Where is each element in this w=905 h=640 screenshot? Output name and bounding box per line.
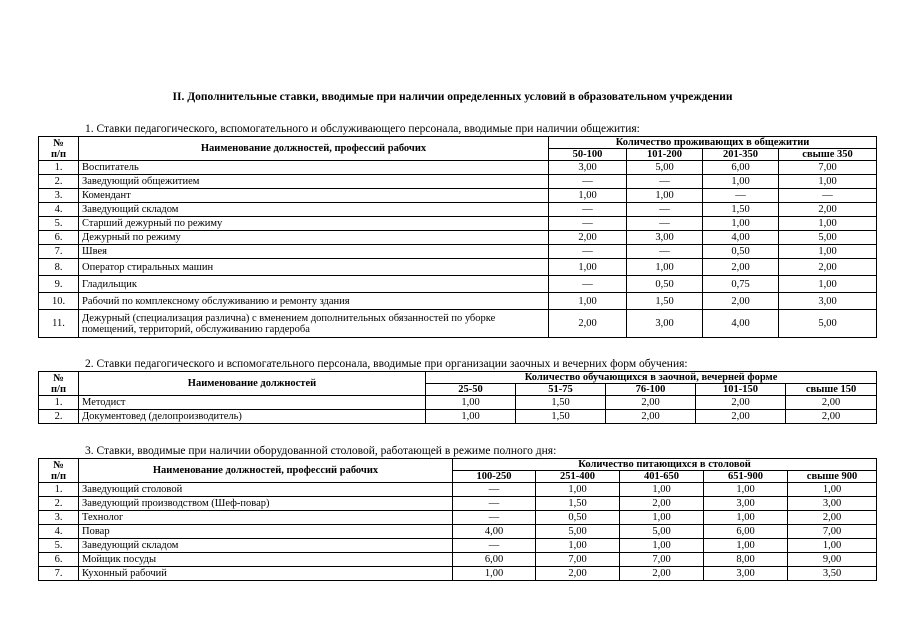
row-value-cell: — [453, 511, 536, 525]
header-range-cell: свыше 900 [788, 471, 877, 483]
header-range-cell: свыше 350 [779, 149, 877, 161]
header-group-cell: Количество питающихся в столовой [453, 459, 877, 471]
table-row [39, 231, 877, 245]
header-range-cell: 651-900 [704, 471, 788, 483]
row-name-cell: Технолог [79, 511, 453, 525]
row-value-cell: 5,00 [779, 310, 877, 338]
table-row [39, 567, 877, 581]
row-value-cell: 0,75 [703, 276, 779, 293]
row-name-cell: Повар [79, 525, 453, 539]
row-value-cell: 1,00 [549, 293, 627, 310]
header-range-cell: 401-650 [620, 471, 704, 483]
row-number-cell: 2. [39, 497, 79, 511]
row-number-cell: 6. [39, 553, 79, 567]
section1-table [38, 136, 877, 338]
header-row [39, 372, 877, 384]
row-value-cell: 1,00 [779, 175, 877, 189]
row-value-cell: — [779, 189, 877, 203]
header-group-cell: Количество обучающихся в заочной, вечерней форме [426, 372, 877, 384]
header-range-cell: 76-100 [606, 384, 696, 396]
row-value-cell: 1,00 [536, 483, 620, 497]
row-value-cell: — [703, 189, 779, 203]
row-value-cell: 2,00 [779, 203, 877, 217]
row-value-cell: 6,00 [453, 553, 536, 567]
header-group-cell: Количество проживающих в общежитии [549, 137, 877, 149]
row-value-cell: 1,00 [703, 217, 779, 231]
row-value-cell: 4,00 [703, 310, 779, 338]
row-value-cell: 2,00 [703, 259, 779, 276]
row-value-cell: — [453, 497, 536, 511]
row-name-cell: Методист [79, 396, 426, 410]
row-value-cell: 1,00 [788, 539, 877, 553]
row-value-cell: 3,00 [779, 293, 877, 310]
row-value-cell: 7,00 [620, 553, 704, 567]
table-row [39, 161, 877, 175]
row-name-cell: Заведующий складом [79, 203, 549, 217]
row-value-cell: 1,00 [549, 259, 627, 276]
row-value-cell: — [549, 245, 627, 259]
header-range-cell: 101-200 [627, 149, 703, 161]
row-value-cell: 0,50 [703, 245, 779, 259]
header-range-cell: 100-250 [453, 471, 536, 483]
header-range-cell: 51-75 [516, 384, 606, 396]
row-number-cell: 8. [39, 259, 79, 276]
table-row [39, 217, 877, 231]
row-name-cell: Заведующий складом [79, 539, 453, 553]
row-name-cell: Оператор стиральных машин [79, 259, 549, 276]
row-value-cell: 1,00 [620, 483, 704, 497]
row-value-cell: 2,00 [779, 259, 877, 276]
row-value-cell: 1,00 [627, 259, 703, 276]
row-value-cell: 1,00 [779, 217, 877, 231]
row-number-cell: 1. [39, 161, 79, 175]
section2-table [38, 371, 877, 424]
row-name-cell: Старший дежурный по режиму [79, 217, 549, 231]
row-value-cell: 0,50 [627, 276, 703, 293]
header-number-cell: № п/п [39, 137, 79, 161]
section3-heading: 3. Ставки, вводимые при наличии оборудованной столовой, работающей в режиме полного дня: [85, 445, 557, 457]
row-name-cell: Заведующий производством (Шеф-повар) [79, 497, 453, 511]
row-value-cell: 4,00 [703, 231, 779, 245]
row-value-cell: 2,00 [549, 231, 627, 245]
row-value-cell: 1,00 [779, 276, 877, 293]
row-value-cell: 3,00 [704, 497, 788, 511]
row-value-cell: 3,00 [627, 231, 703, 245]
row-value-cell: 6,00 [704, 525, 788, 539]
row-value-cell: 1,00 [426, 410, 516, 424]
table-row [39, 259, 877, 276]
row-value-cell: 3,00 [627, 310, 703, 338]
row-number-cell: 11. [39, 310, 79, 338]
row-name-cell: Мойщик посуды [79, 553, 453, 567]
table-row [39, 525, 877, 539]
row-value-cell: 0,50 [536, 511, 620, 525]
row-value-cell: 3,00 [704, 567, 788, 581]
row-value-cell: 1,50 [703, 203, 779, 217]
row-value-cell: 7,00 [788, 525, 877, 539]
row-value-cell: — [549, 203, 627, 217]
table-row [39, 245, 877, 259]
row-value-cell: 4,00 [453, 525, 536, 539]
row-value-cell: 1,00 [426, 396, 516, 410]
row-number-cell: 5. [39, 539, 79, 553]
row-number-cell: 6. [39, 231, 79, 245]
row-value-cell: 5,00 [627, 161, 703, 175]
header-name-cell: Наименование должностей, профессий рабочих [79, 459, 453, 483]
row-name-cell: Заведующий общежитием [79, 175, 549, 189]
row-value-cell: — [453, 483, 536, 497]
row-value-cell: — [627, 217, 703, 231]
row-number-cell: 4. [39, 203, 79, 217]
row-number-cell: 3. [39, 511, 79, 525]
row-number-cell: 2. [39, 410, 79, 424]
row-value-cell: 2,00 [606, 396, 696, 410]
row-number-cell: 9. [39, 276, 79, 293]
row-value-cell: 1,00 [779, 245, 877, 259]
row-value-cell: 1,00 [620, 511, 704, 525]
row-number-cell: 3. [39, 189, 79, 203]
row-name-cell: Кухонный рабочий [79, 567, 453, 581]
table-row [39, 175, 877, 189]
table-row [39, 310, 877, 338]
table-row [39, 410, 877, 424]
table-row [39, 293, 877, 310]
row-value-cell: 5,00 [536, 525, 620, 539]
row-value-cell: 1,00 [453, 567, 536, 581]
row-value-cell: 2,00 [536, 567, 620, 581]
row-number-cell: 1. [39, 396, 79, 410]
row-name-cell: Комендант [79, 189, 549, 203]
row-name-cell: Заведующий столовой [79, 483, 453, 497]
row-value-cell: — [627, 175, 703, 189]
row-value-cell: 1,50 [516, 410, 606, 424]
table-row [39, 511, 877, 525]
row-value-cell: 3,50 [788, 567, 877, 581]
row-value-cell: 1,00 [704, 539, 788, 553]
table-row [39, 483, 877, 497]
row-value-cell: 2,00 [786, 410, 877, 424]
row-value-cell: 1,00 [627, 189, 703, 203]
row-name-cell: Рабочий по комплексному обслуживанию и ремонту здания [79, 293, 549, 310]
row-name-cell: Воспитатель [79, 161, 549, 175]
row-value-cell: 1,00 [620, 539, 704, 553]
row-name-cell: Швея [79, 245, 549, 259]
header-range-cell: 251-400 [536, 471, 620, 483]
row-value-cell: 1,00 [549, 189, 627, 203]
row-value-cell: 2,00 [549, 310, 627, 338]
row-value-cell: 5,00 [779, 231, 877, 245]
row-value-cell: 2,00 [696, 396, 786, 410]
header-row [39, 137, 877, 149]
header-number-cell: № п/п [39, 459, 79, 483]
row-name-cell: Гладильщик [79, 276, 549, 293]
header-range-cell: 101-150 [696, 384, 786, 396]
row-value-cell: 6,00 [703, 161, 779, 175]
table-row [39, 189, 877, 203]
header-range-cell: 201-350 [703, 149, 779, 161]
row-value-cell: 8,00 [704, 553, 788, 567]
table-row [39, 553, 877, 567]
row-value-cell: 1,00 [703, 175, 779, 189]
row-name-cell: Документовед (делопроизводитель) [79, 410, 426, 424]
row-value-cell: 2,00 [606, 410, 696, 424]
row-name-cell: Дежурный (специализация различна) с вменением дополнительных обязанностей по уборке помещений, территорий, обслуживанию гардероба [79, 310, 549, 338]
row-value-cell: 1,50 [516, 396, 606, 410]
row-value-cell: — [549, 217, 627, 231]
row-number-cell: 5. [39, 217, 79, 231]
row-value-cell: 3,00 [549, 161, 627, 175]
row-value-cell: 1,00 [704, 511, 788, 525]
row-number-cell: 10. [39, 293, 79, 310]
row-value-cell: 2,00 [620, 567, 704, 581]
row-value-cell: 3,00 [788, 497, 877, 511]
row-value-cell: 1,00 [536, 539, 620, 553]
row-value-cell: 2,00 [696, 410, 786, 424]
header-number-cell: № п/п [39, 372, 79, 396]
row-number-cell: 1. [39, 483, 79, 497]
row-value-cell: 1,00 [788, 483, 877, 497]
table-row [39, 539, 877, 553]
row-value-cell: — [453, 539, 536, 553]
row-value-cell: — [549, 276, 627, 293]
table-row [39, 497, 877, 511]
section3-table [38, 458, 877, 581]
table-row [39, 203, 877, 217]
header-name-cell: Наименование должностей [79, 372, 426, 396]
row-value-cell: 2,00 [620, 497, 704, 511]
row-value-cell: 7,00 [536, 553, 620, 567]
row-value-cell: 9,00 [788, 553, 877, 567]
document-title: II. Дополнительные ставки, вводимые при наличии определенных условий в образовательном учреждении [172, 91, 733, 103]
row-name-cell: Дежурный по режиму [79, 231, 549, 245]
row-value-cell: 2,00 [786, 396, 877, 410]
header-range-cell: 50-100 [549, 149, 627, 161]
row-value-cell: — [549, 175, 627, 189]
section1-heading: 1. Ставки педагогического, вспомогательного и обслуживающего персонала, вводимые при наличии общежития: [85, 123, 640, 135]
table-row [39, 396, 877, 410]
row-number-cell: 4. [39, 525, 79, 539]
row-number-cell: 7. [39, 245, 79, 259]
row-value-cell: 5,00 [620, 525, 704, 539]
table-row [39, 276, 877, 293]
row-value-cell: — [627, 203, 703, 217]
row-value-cell: 7,00 [779, 161, 877, 175]
row-value-cell: 1,00 [704, 483, 788, 497]
header-range-cell: 25-50 [426, 384, 516, 396]
row-value-cell: 2,00 [703, 293, 779, 310]
row-value-cell: — [627, 245, 703, 259]
row-number-cell: 7. [39, 567, 79, 581]
row-value-cell: 1,50 [536, 497, 620, 511]
row-value-cell: 1,50 [627, 293, 703, 310]
row-number-cell: 2. [39, 175, 79, 189]
header-row [39, 459, 877, 471]
header-name-cell: Наименование должностей, профессий рабочих [79, 137, 549, 161]
row-value-cell: 2,00 [788, 511, 877, 525]
section2-heading: 2. Ставки педагогического и вспомогательного персонала, вводимые при организации заочных и вечерних форм обучения: [85, 358, 688, 370]
header-range-cell: свыше 150 [786, 384, 877, 396]
